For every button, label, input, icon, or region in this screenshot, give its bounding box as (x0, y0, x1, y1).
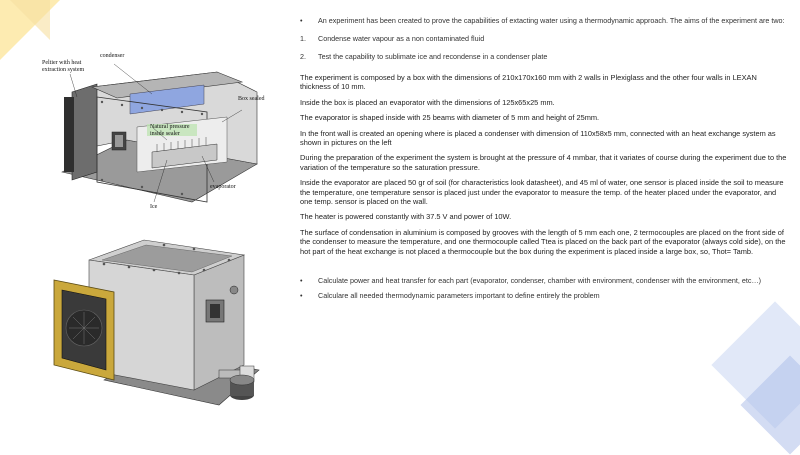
aim-text: Condense water vapour as a non contaminated fluid (318, 34, 485, 43)
corner-decoration-yellow-light (10, 0, 50, 40)
label-peltier: Peltier with heat extraction system (42, 60, 85, 73)
paragraph-pressure: During the preparation of the experiment the system is brought at the pressure of 4 mmbar, that it variates of course during the experiment due to the variation of the temperature so the saturation pressure. (300, 153, 787, 172)
task-item (300, 276, 788, 285)
bullet-marker: • (300, 276, 303, 286)
paragraph-condensation-surface: The surface of condensation in aluminium is composed by grooves with the length of 5 mm each one, 2 termocouples are placed on the front side of the condenser to measure the temperature, and one thermocouple called Ttea is placed on the back part of the evaporator (always cold side), on the hot part of the heat exchange is not placed a thermocouple but the box during the experiment is placed inside a large box, so, Thot= Tamb. (300, 227, 786, 256)
label-natural-pressure: Natural pressure inside sealer (150, 124, 190, 137)
paragraph-heater: The heater is powered constantly with 37.5 V and power of 10W. (300, 212, 512, 222)
bullet-marker: • (300, 291, 303, 301)
box-render-drawing (44, 230, 274, 415)
paragraph-sensors: Inside the evaporator are placed 50 gr of soil (for characteristics look datasheet), and 45 ml of water, one sensor is placed inside the soil to measure the temperature, one temperature sensor is placed just under the evaporator to measure the temp. of the heater placed under the evaporator, and one temp. sensor is placed on the wall. (300, 178, 784, 207)
task-item (300, 291, 788, 300)
paragraph-box-dimensions: The experiment is composed by a box with the dimensions of 210x170x160 mm with 2 walls in Plexiglass and the other four walls in LEXAN thickness of 10 mm. (300, 73, 757, 92)
description-text (300, 16, 788, 300)
task-text: Calculare all needed thermodynamic parameters important to define entirely the problem (318, 291, 600, 301)
task-text: Calculate power and heat transfer for each part (evaporator, condenser, chamber with environment, condenser with the environment, etc…) (318, 276, 762, 286)
aim-number: 2. (300, 52, 306, 61)
paragraph-condenser: In the front wall is created an opening where is placed a condenser with dimension of 110x58x5 mm, connected with an heat exchange system as shown in pictures on the left (300, 128, 776, 148)
aim-number: 1. (300, 34, 306, 43)
task-list (300, 276, 788, 300)
aim-text: Test the capability to sublimate ice and recondense in a condenser plate (318, 52, 548, 61)
label-ice: Ice (150, 204, 158, 210)
paragraph-evaporator-size: Inside the box is placed an evaporator with the dimensions of 125x65x25 mm. (300, 97, 555, 107)
box-render-figure (44, 230, 274, 415)
label-evaporator: evaporator (210, 184, 236, 190)
box-cutaway-figure (42, 52, 272, 222)
intro-bullet (300, 16, 788, 25)
bullet-marker: • (300, 16, 303, 25)
intro-text: An experiment has been created to prove the capabilities of extacting water using a thermodynamic approach. The aims of the experiment are two: (318, 16, 785, 25)
aim-item (300, 34, 788, 43)
paragraph-evaporator-shape: The evaporator is shaped inside with 25 beams with diameter of 5 mm and height of 25mm. (300, 113, 600, 123)
aim-item (300, 52, 788, 61)
label-condenser: condenser (100, 53, 125, 59)
label-box-sealed: Box sealed (238, 96, 265, 102)
